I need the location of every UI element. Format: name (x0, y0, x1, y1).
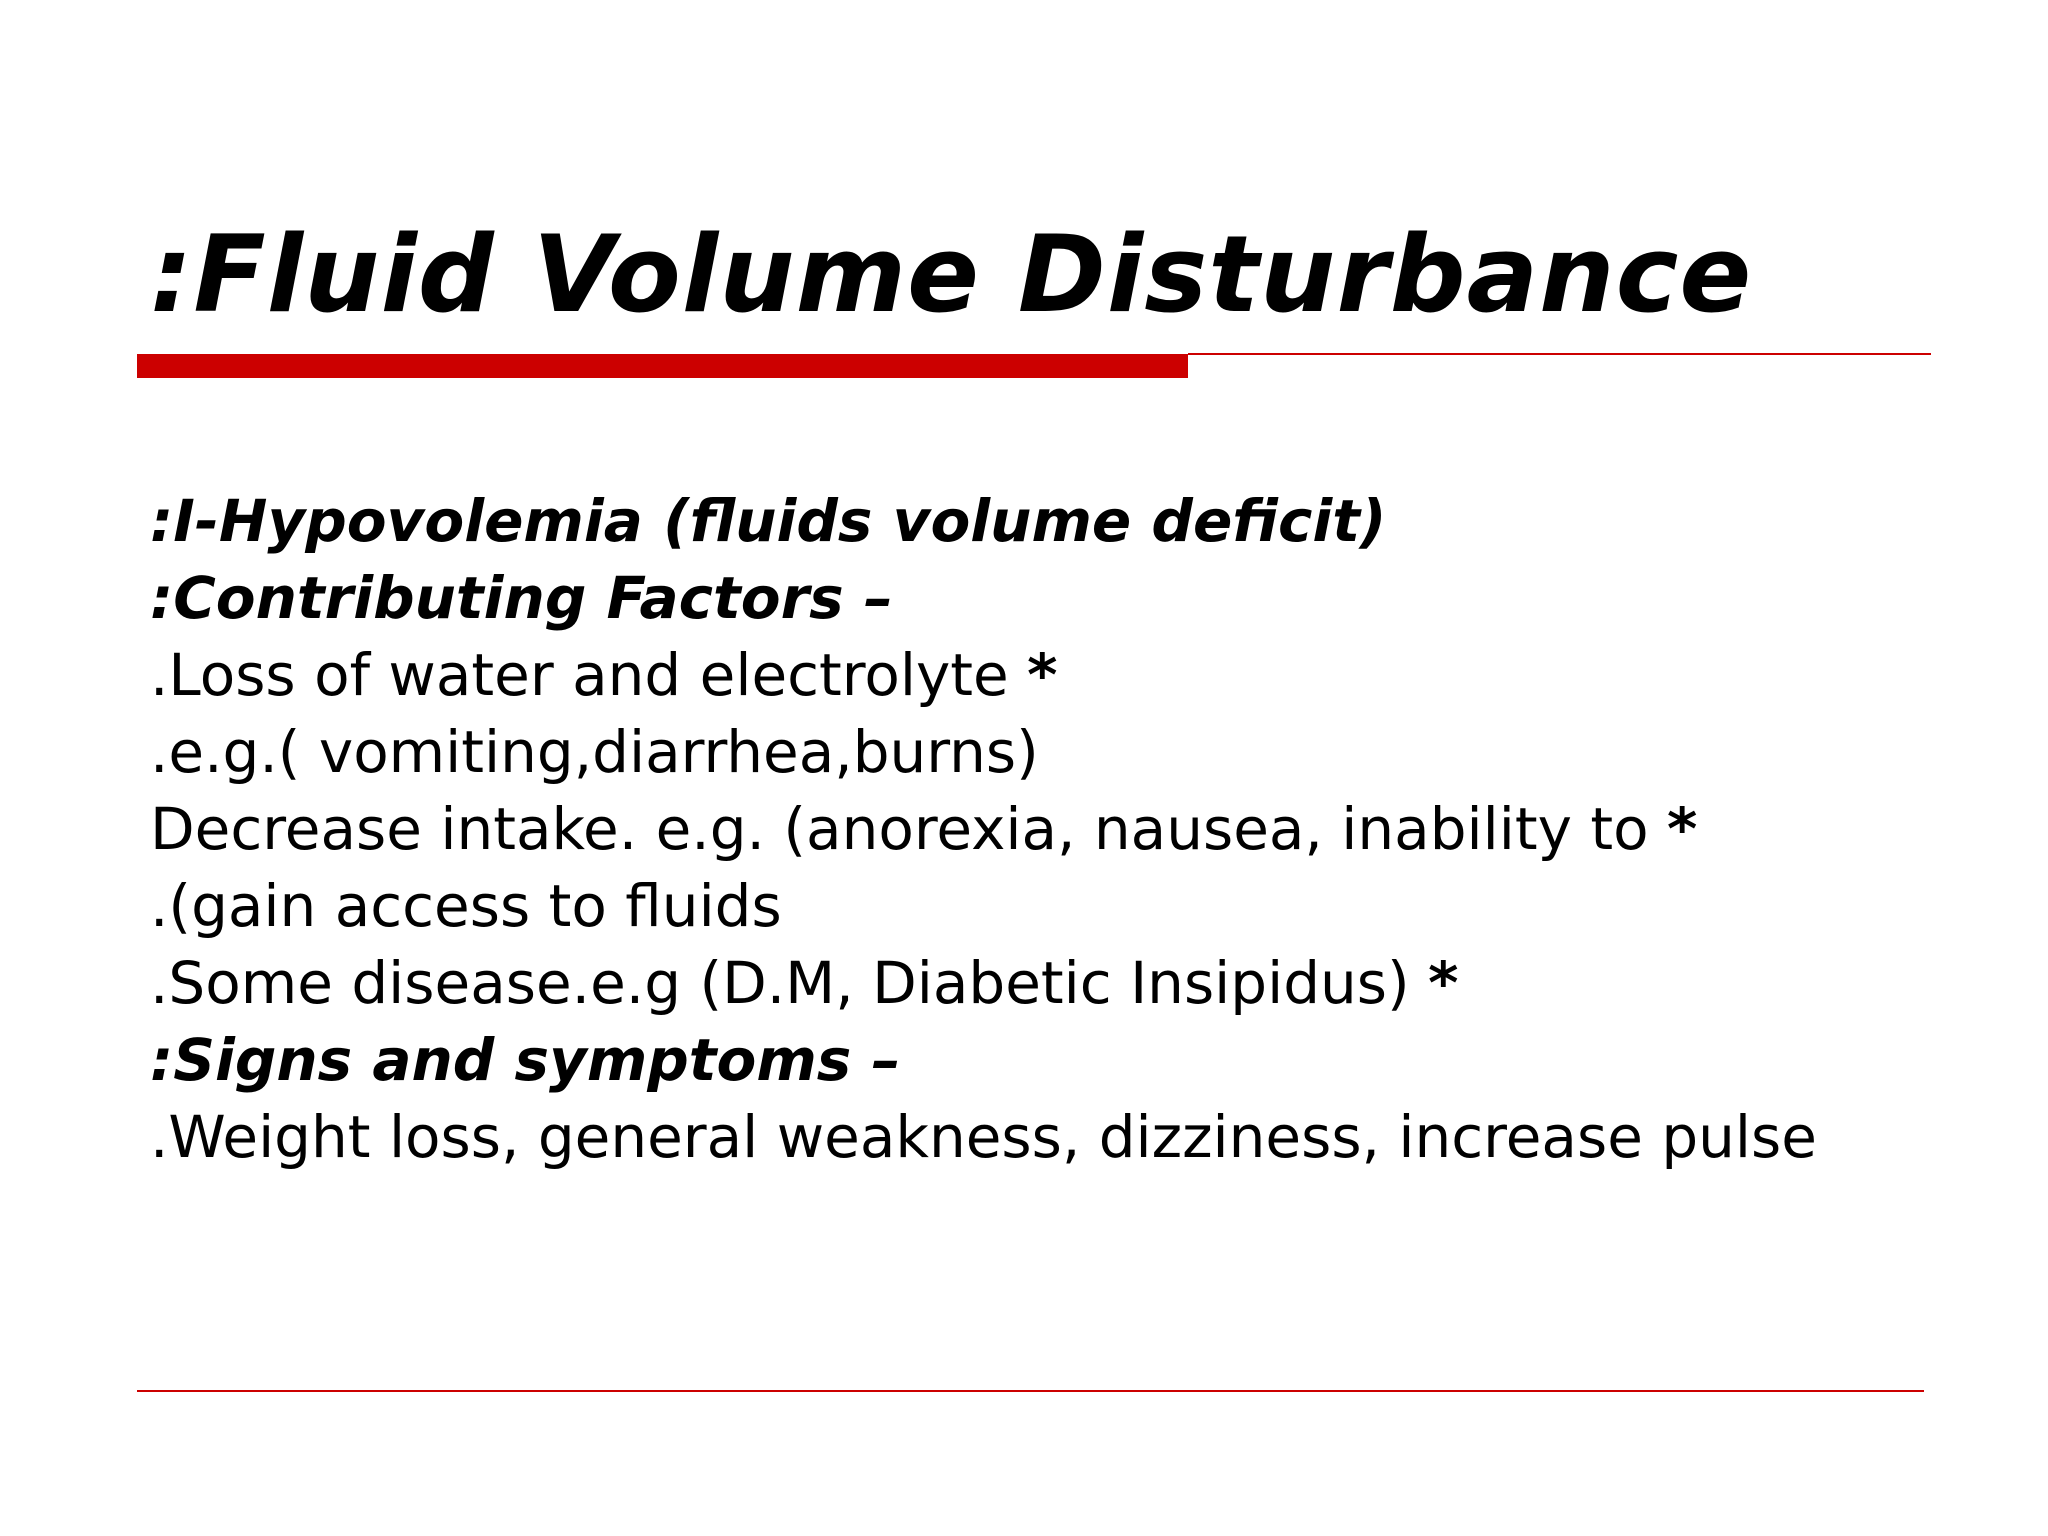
bullet-weight-loss-text: .Weight loss, general weakness, dizziness, increase pulse (150, 1103, 1817, 1171)
bullet-decrease-intake-text: Decrease intake. e.g. (anorexia, nausea, inability to (150, 795, 1668, 863)
bullet-weight-loss (150, 1099, 1930, 1176)
heading-signs-symptoms (150, 1022, 1930, 1099)
bullet-loss-of-water (150, 637, 1930, 714)
footer-rule (137, 1390, 1924, 1392)
slide-title: :Fluid Volume Disturbance (150, 213, 1753, 336)
bullet-gain-access (150, 868, 1930, 945)
heading-hypovolemia (150, 483, 1930, 560)
heading-hypovolemia-text: :I-Hypovolemia (fluids volume deficit) (150, 487, 1387, 555)
bullet-some-disease (150, 945, 1930, 1022)
bullet-gain-access-text: .(gain access to fluids (150, 872, 782, 940)
title-underline-thin (1188, 353, 1931, 355)
heading-contributing-factors (150, 560, 1930, 637)
asterisk-marker: * (1027, 641, 1058, 709)
bullet-examples-loss (150, 714, 1930, 791)
asterisk-marker: * (1667, 795, 1698, 863)
slide-body (150, 483, 1930, 1176)
heading-contributing-factors-text: :Contributing Factors – (150, 564, 893, 632)
bullet-loss-of-water-text: .Loss of water and electrolyte (150, 641, 1028, 709)
bullet-decrease-intake (150, 791, 1930, 868)
bullet-examples-loss-text: .e.g.( vomiting,diarrhea,burns) (150, 718, 1039, 786)
title-underline-thick (137, 354, 1188, 378)
heading-signs-symptoms-text: :Signs and symptoms – (150, 1026, 901, 1094)
asterisk-marker: * (1428, 949, 1459, 1017)
bullet-some-disease-text: .Some disease.e.g (D.M, Diabetic Insipidus) (150, 949, 1429, 1017)
